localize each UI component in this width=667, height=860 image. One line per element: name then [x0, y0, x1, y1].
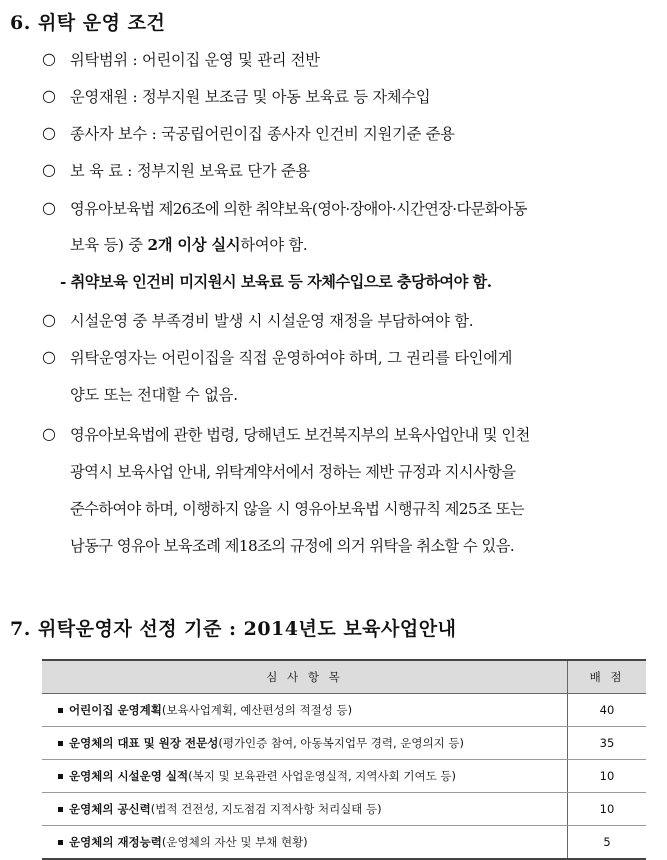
criteria-item [42, 760, 568, 793]
criteria-bold: 운영체의 시설운영 실적 [69, 769, 189, 783]
bullet-icon: ○ [42, 347, 56, 366]
criteria-detail: (법적 건전성, 지도점검 지적사항 처리실태 등) [150, 802, 382, 816]
criteria-detail: (운영체의 자산 및 부채 현황) [161, 835, 308, 849]
square-bullet-icon [58, 807, 63, 812]
table-row [42, 793, 646, 826]
criteria-bold: 운영체의 대표 및 원장 전문성 [69, 736, 219, 750]
criteria-score: 40 [568, 694, 647, 727]
item-vulnerable-line2 [70, 234, 308, 255]
criteria-score: 10 [568, 760, 647, 793]
item-deficit: 시설운영 중 부족경비 발생 시 시설운영 재정을 부담하여야 함. [70, 312, 474, 330]
item-law-line1: 영유아보육법에 관한 법령, 당해년도 보건복지부의 보육사업안내 및 인천 [70, 426, 530, 444]
criteria-table [42, 659, 646, 860]
square-bullet-icon [58, 708, 63, 713]
criteria-item [42, 694, 568, 727]
table-row [42, 694, 646, 727]
criteria-item [42, 793, 568, 826]
table-row [42, 727, 646, 760]
bullet-icon: ○ [42, 160, 56, 179]
bullet-icon: ○ [42, 198, 56, 217]
section7-heading: 7. 위탁운영자 선정 기준 : 2014년도 보육사업안내 [10, 618, 457, 640]
square-bullet-icon [58, 840, 63, 845]
criteria-detail: (보육사업계획, 예산편성의 적절성 등) [161, 703, 353, 717]
square-bullet-icon [58, 774, 63, 779]
criteria-score: 5 [568, 826, 647, 860]
bullet-icon: ○ [42, 310, 56, 329]
item-law-line4: 남동구 영유아 보육조례 제18조의 규정에 의거 위탁을 취소할 수 있음. [70, 537, 515, 555]
criteria-score: 35 [568, 727, 647, 760]
item-wage: 종사자 보수 : 국공립어린이집 종사자 인건비 지원기준 준용 [70, 125, 455, 143]
criteria-item [42, 727, 568, 760]
criteria-item [42, 826, 568, 860]
criteria-score: 10 [568, 793, 647, 826]
criteria-bold: 운영체의 재정능력 [69, 835, 162, 849]
item-fee: 보 육 료 : 정부지원 보육료 단가 준용 [70, 162, 310, 180]
vulnerable-note: - 취약보육 인건비 미지원시 보육료 등 자체수입으로 충당하여야 함. [60, 273, 492, 291]
item-funding: 운영재원 : 정부지원 보조금 및 아동 보육료 등 자체수입 [70, 88, 431, 106]
header-item: 심 사 항 목 [42, 660, 568, 694]
vulnerable-text-a: 보육 등) 중 [70, 236, 148, 254]
table-row [42, 760, 646, 793]
bullet-icon: ○ [42, 424, 56, 443]
item-scope: 위탁범위 : 어린이집 운영 및 관리 전반 [70, 51, 320, 69]
item-law-line2: 광역시 보육사업 안내, 위탁계약서에서 정하는 제반 규정과 지시사항을 [70, 463, 516, 481]
vulnerable-text-c: 하여야 함. [240, 236, 308, 254]
item-direct-line2: 양도 또는 전대할 수 없음. [70, 386, 238, 404]
criteria-detail: (평가인증 참여, 아동복지업무 경력, 운영의지 등) [218, 736, 464, 750]
bullet-icon: ○ [42, 86, 56, 105]
square-bullet-icon [58, 741, 63, 746]
bullet-icon: ○ [42, 49, 56, 68]
bullet-icon: ○ [42, 123, 56, 142]
criteria-bold: 어린이집 운영계획 [69, 703, 162, 717]
item-law-line3: 준수하여야 하며, 이행하지 않을 시 영유아보육법 시행규칙 제25조 또는 [70, 500, 525, 518]
item-vulnerable-line1: 영유아보육법 제26조에 의한 취약보육(영아·장애아·시간연장·다문화아동 [70, 200, 527, 218]
header-score: 배 점 [568, 660, 647, 694]
section6-heading: 6. 위탁 운영 조건 [10, 12, 166, 34]
table-header-row [42, 660, 646, 694]
item-direct-line1: 위탁운영자는 어린이집을 직접 운영하여야 하며, 그 권리를 타인에게 [70, 349, 513, 367]
vulnerable-emphasis: 2개 이상 실시 [147, 236, 241, 254]
criteria-detail: (복지 및 보육관련 사업운영실적, 지역사회 기여도 등) [188, 769, 456, 783]
criteria-bold: 운영체의 공신력 [69, 802, 151, 816]
table-row [42, 826, 646, 860]
